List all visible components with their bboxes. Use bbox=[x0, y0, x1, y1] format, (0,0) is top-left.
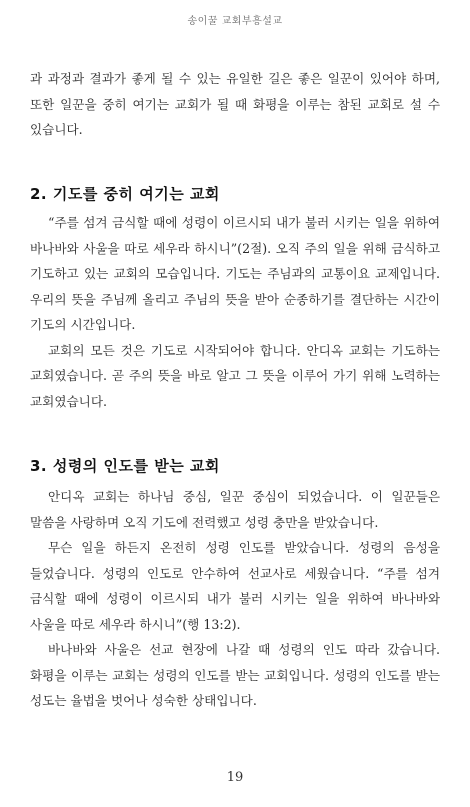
page-number: 19 bbox=[226, 770, 244, 785]
running-header: 송이꿀 교회부흥설교 bbox=[187, 16, 283, 27]
section-3-body bbox=[30, 484, 440, 714]
paragraph: 교회의 모든 것은 기도로 시작되어야 합니다. 안디옥 교회는 기도하는 교회였습니다. 곧 주의 뜻을 바로 알고 그 뜻을 이루어 가기 위해 노력하는 교회였습니다. bbox=[30, 342, 440, 409]
intro-block bbox=[30, 66, 440, 143]
paragraph: 무슨 일을 하든지 온전히 성령 인도를 받았습니다. 성령의 음성을 들었습니다. 성령의 인도로 안수하여 선교사로 세웠습니다. “주를 섬겨 금식할 때에 성령이 이르시되 내가 불러 시키는 일을 위하여 바나바와 사울을 따로 세우라 하시니”(행 13:2). bbox=[30, 540, 440, 632]
paragraph: 과 과정과 결과가 좋게 될 수 있는 유일한 길은 좋은 일꾼이 있어야 하며, 또한 일꾼을 중히 여기는 교회가 될 때 화평을 이루는 참된 교회로 설 수 있습니다. bbox=[30, 71, 440, 137]
paragraph: “주를 섬겨 금식할 때에 성령이 이르시되 내가 불러 시키는 일을 위하여 바나바와 사울을 따로 세우라 하시니”(2절). 오직 주의 일을 위해 금식하고 기도하고 있는 교회의 모습입니다. 기도는 주님과의 교통이요 교제입니다. 우리의 뜻을 주님께 올리고 주님의 뜻을 받아 순종하기를 결단하는 시간이 기도의 시간입니다. bbox=[30, 215, 440, 332]
paragraph: 안디옥 교회는 하나님 중심, 일꾼 중심이 되었습니다. 이 일꾼들은 말씀을 사랑하며 오직 기도에 전력했고 성령 충만을 받았습니다. bbox=[30, 489, 440, 530]
section-heading-2: 2. 기도를 중히 여기는 교회 bbox=[30, 185, 220, 203]
section-heading-3: 3. 성령의 인도를 받는 교회 bbox=[30, 457, 220, 475]
section-2-body bbox=[30, 210, 440, 414]
paragraph: 바나바와 사울은 선교 현장에 나갈 때 성령의 인도 따라 갔습니다. 화평을 이루는 교회는 성령의 인도를 받는 교회입니다. 성령의 인도를 받는 성도는 율법을 벗어나 성숙한 상태입니다. bbox=[30, 642, 440, 708]
